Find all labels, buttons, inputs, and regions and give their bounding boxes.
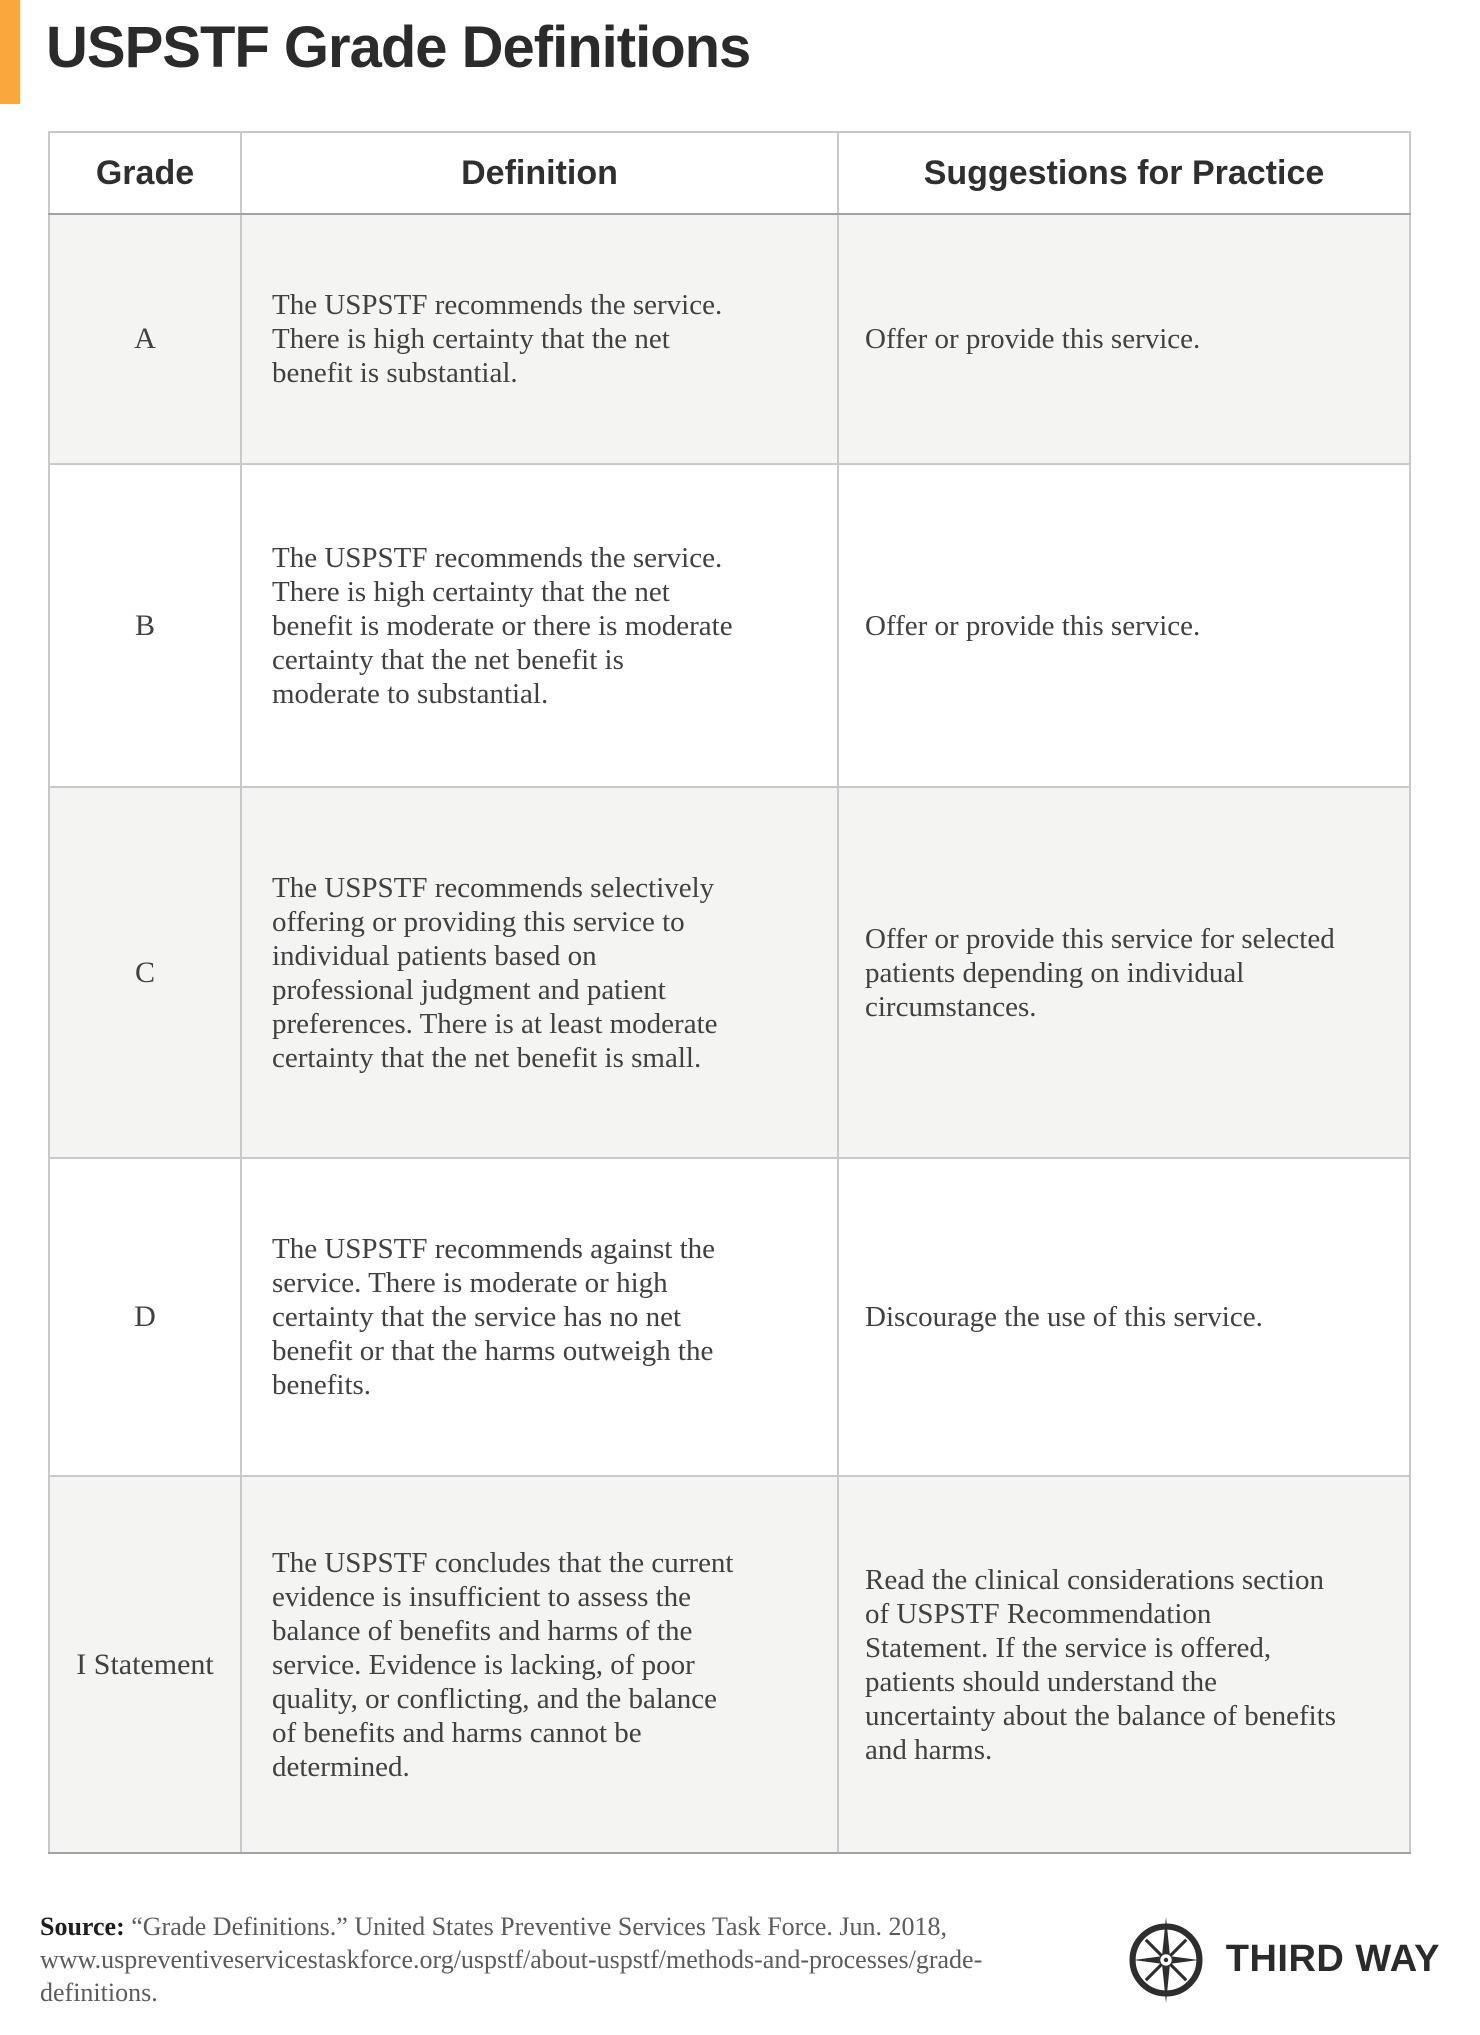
definition-cell: The USPSTF recommends the service. There is high certainty that the net benefit is substantial. [241,214,838,464]
table-row-grade-a [49,214,1410,464]
grade-cell: B [49,464,241,787]
grade-cell: A [49,214,241,464]
suggestion-cell: Offer or provide this service for selected patients depending on individual circumstances. [838,787,1410,1158]
grade-definitions-table [48,131,1411,1854]
suggestion-cell: Offer or provide this service. [838,464,1410,787]
suggestion-cell: Offer or provide this service. [838,214,1410,464]
header-suggestions: Suggestions for Practice [838,132,1410,214]
header-definition: Definition [241,132,838,214]
grade-cell: I Statement [49,1476,241,1853]
header-grade: Grade [49,132,241,214]
definition-cell: The USPSTF recommends against the service. There is moderate or high certainty that the service has no net benefit or that the harms outweigh the benefits. [241,1158,838,1476]
table-header-row [49,132,1410,214]
table-row-grade-b [49,464,1410,787]
grade-cell: C [49,787,241,1158]
accent-bar [0,0,20,104]
table-row-grade-d [49,1158,1410,1476]
table-row-grade-i-statement [49,1476,1410,1853]
source-citation [40,1910,985,2009]
grade-cell: D [49,1158,241,1476]
logo-wordmark: THIRD WAY [1225,1938,1440,1980]
suggestion-cell: Discourage the use of this service. [838,1158,1410,1476]
definition-cell: The USPSTF recommends selectively offering or providing this service to individual patients based on professional judgment and patient preferences. There is at least moderate certainty that the net benefit is small. [241,787,838,1158]
table-row-grade-c [49,787,1410,1158]
third-way-logo [1122,1916,1440,2004]
page-title: USPSTF Grade Definitions [46,15,751,80]
suggestion-cell: Read the clinical considerations section of USPSTF Recommendation Statement. If the service is offered, patients should understand the uncertainty about the balance of benefits and harms. [838,1476,1410,1853]
title-band [0,0,1480,104]
footer [40,1884,1440,2035]
source-text: “Grade Definitions.” United States Preventive Services Task Force. Jun. 2018, www.uspreventiveservicestaskforce.org/uspstf/about-uspstf/methods-and-processes/grade-definitions. [40,1912,983,2007]
compass-star-icon [1122,1916,1210,2004]
definition-cell: The USPSTF concludes that the current evidence is insufficient to assess the balance of benefits and harms of the service. Evidence is lacking, of poor quality, or conflicting, and the balance of benefits and harms cannot be determined. [241,1476,838,1853]
definition-cell: The USPSTF recommends the service. There is high certainty that the net benefit is moderate or there is moderate certainty that the net benefit is moderate to substantial. [241,464,838,787]
source-label: Source: [40,1912,125,1941]
